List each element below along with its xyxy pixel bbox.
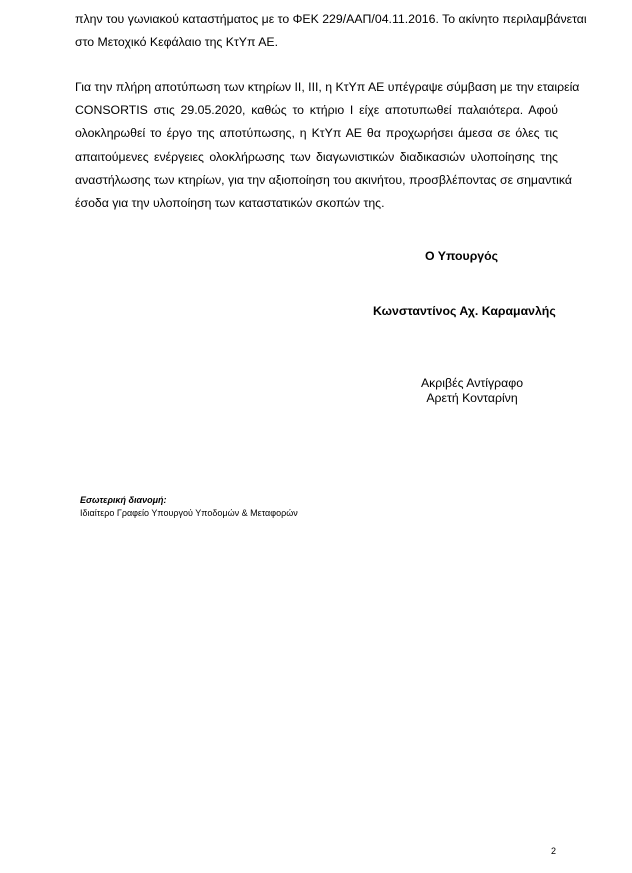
internal-distribution-title: Εσωτερική διανομή: xyxy=(80,495,167,505)
signature-name: Κωνσταντίνος Αχ. Καραμανλής xyxy=(373,304,556,318)
certified-copy-label: Ακριβές Αντίγραφο xyxy=(420,376,524,390)
paragraph-line: απαιτούμενες ενέργειες ολοκλήρωσης των διαγωνιστικών διαδικασιών υλοποίησης της xyxy=(75,149,558,164)
paragraph-line: στο Μετοχικό Κεφάλαιο της ΚτΥπ ΑΕ. xyxy=(75,35,279,50)
paragraph-property-capital xyxy=(75,8,587,54)
internal-distribution-item: Ιδιαίτερο Γραφείο Υπουργού Υποδομών & Μεταφορών xyxy=(80,508,298,518)
paragraph-line: CONSORTIS στις 29.05.2020, καθώς το κτήριο Ι είχε αποτυπωθεί παλαιότερα. Αφού xyxy=(75,103,558,118)
certified-copy-block xyxy=(412,376,532,406)
paragraph-survey-contract xyxy=(75,76,580,215)
paragraph-line: αναστήλωσης των κτηρίων, για την αξιοποίηση του ακινήτου, προσβλέποντας σε σημαντικά xyxy=(75,172,572,187)
paragraph-line: ολοκληρωθεί το έργο της αποτύπωσης, η ΚτΥπ ΑΕ θα προχωρήσει άμεσα σε όλες τις xyxy=(75,126,558,141)
paragraph-line: έσοδα για την υλοποίηση των καταστατικών σκοπών της. xyxy=(75,196,385,211)
paragraph-line: Για την πλήρη αποτύπωση των κτηρίων ΙΙ, ΙΙΙ, η ΚτΥπ ΑΕ υπέγραψε σύμβαση με την εταιρεία xyxy=(75,80,580,94)
paragraph-line: πλην του γωνιακού καταστήματος με το ΦΕΚ 229/ΑΑΠ/04.11.2016. Το ακίνητο περιλαμβάνεται xyxy=(75,12,587,26)
page-number: 2 xyxy=(551,846,557,856)
signature-title: Ο Υπουργός xyxy=(425,249,499,263)
certified-copy-name: Αρετή Κονταρίνη xyxy=(426,391,518,405)
